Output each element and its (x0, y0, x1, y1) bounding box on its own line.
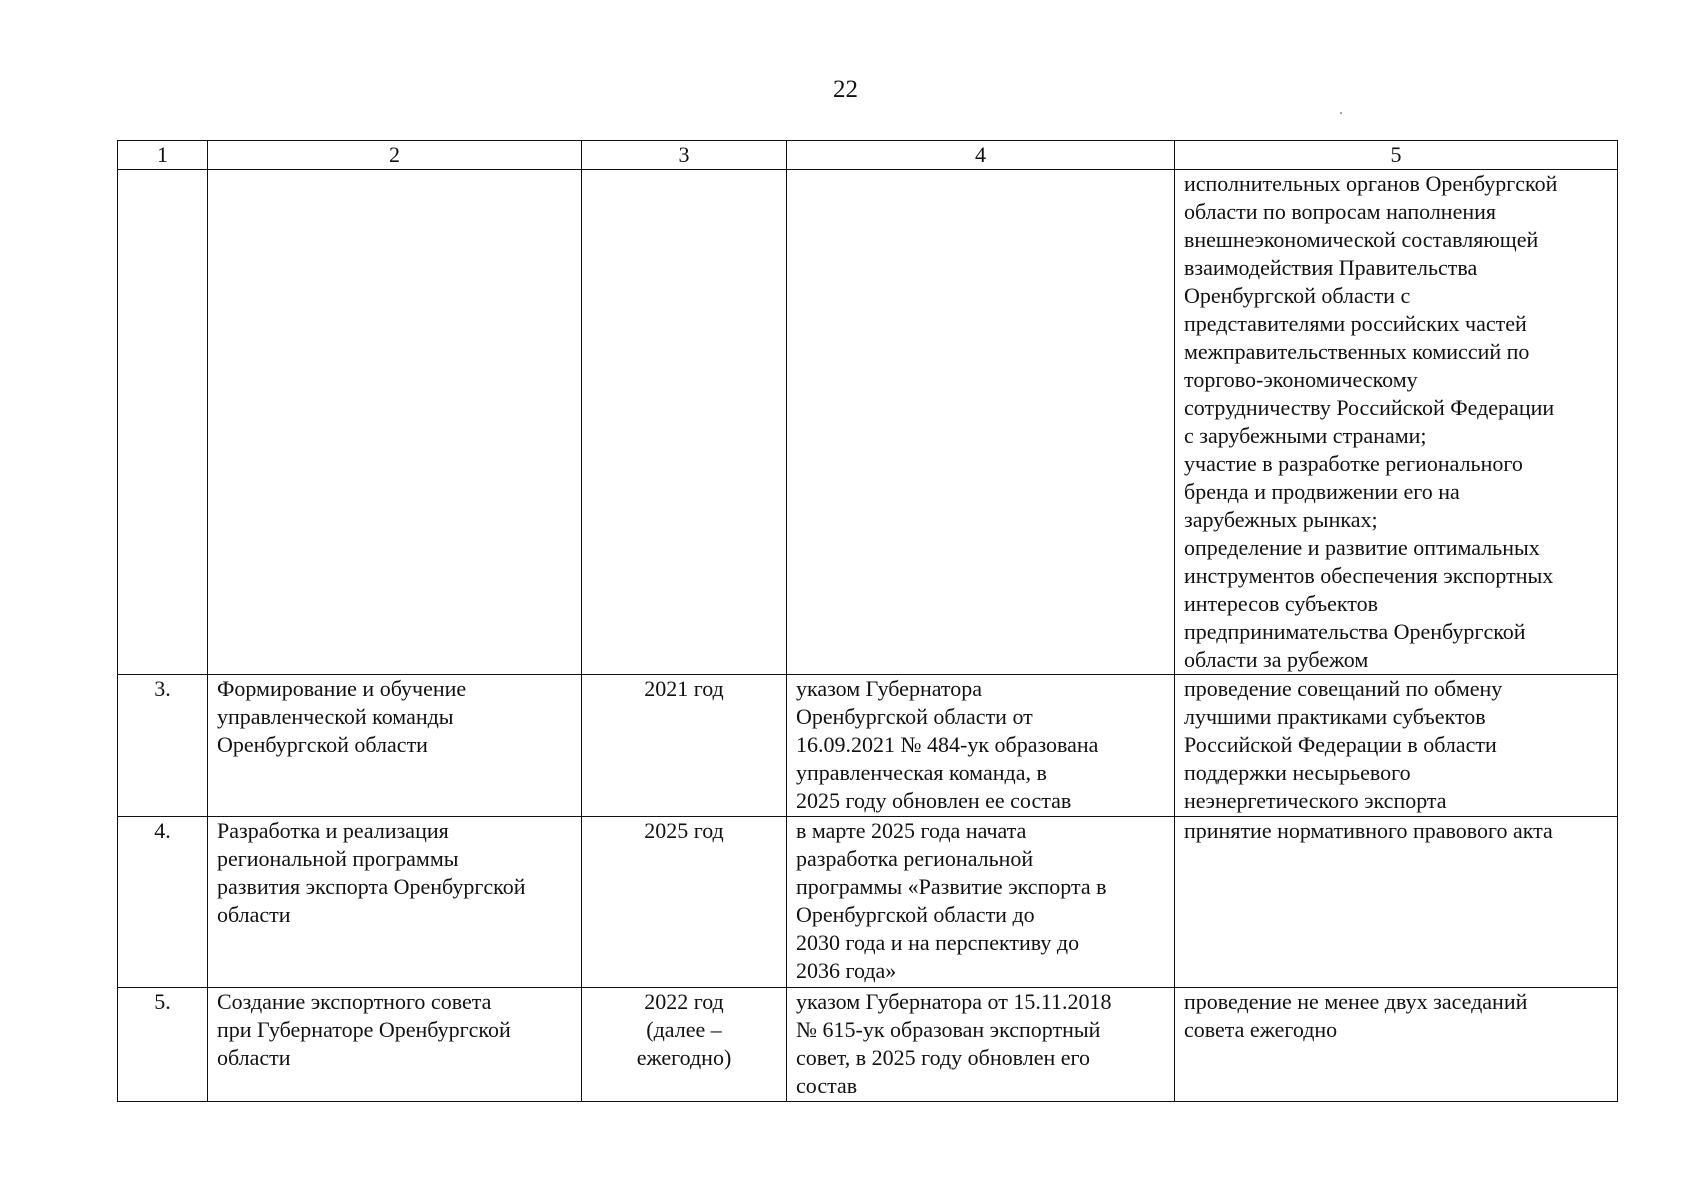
text-line: инструментов обеспечения экспортных (1184, 563, 1554, 588)
text-line: области за рубежом (1184, 647, 1369, 672)
text-line: при Губернаторе Оренбургской (217, 1017, 511, 1042)
text-line: 2021 год (644, 676, 724, 701)
text-line: интересов субъектов (1184, 591, 1378, 616)
text-line: Создание экспортного совета (217, 989, 492, 1014)
cell-activity (208, 988, 582, 1102)
cell-result (1175, 170, 1618, 675)
cell-activity (208, 675, 582, 817)
text-line: определение и развитие оптимальных (1184, 535, 1540, 560)
cell-num: 4. (118, 817, 208, 988)
cell-result (1175, 988, 1618, 1102)
column-header-4: 4 (787, 141, 1175, 170)
text-line: торгово-экономическому (1184, 367, 1418, 392)
text-line: Оренбургской области от (796, 704, 1033, 729)
text-line: представителями российских частей (1184, 311, 1527, 336)
text-line: проведение не менее двух заседаний (1184, 989, 1528, 1014)
text-line: 2036 года» (796, 958, 897, 983)
text-line: Оренбургской области (217, 732, 428, 757)
table-row-continuation (118, 170, 1618, 675)
text-line: 2025 году обновлен ее состав (796, 788, 1072, 813)
text-line: области по вопросам наполнения (1184, 199, 1497, 224)
text-line: исполнительных органов Оренбургской (1184, 171, 1558, 196)
text-line: управленческой команды (217, 704, 454, 729)
cell-result (1175, 675, 1618, 817)
cell-status (787, 170, 1175, 675)
cell-period (582, 988, 787, 1102)
cell-period (582, 675, 787, 817)
text-line: бренда и продвижении его на (1184, 479, 1460, 504)
text-line: 16.09.2021 № 484-ук образована (796, 732, 1099, 757)
text-line: разработка региональной (796, 846, 1034, 871)
cell-num (118, 170, 208, 675)
table-row-5 (118, 988, 1618, 1102)
text-line: области (217, 902, 291, 927)
cell-period (582, 817, 787, 988)
column-header-5: 5 (1175, 141, 1618, 170)
text-line: 2022 год (644, 989, 724, 1014)
text-line: неэнергетического экспорта (1184, 788, 1447, 813)
cell-status (787, 988, 1175, 1102)
column-header-3: 3 (582, 141, 787, 170)
text-line: управленческая команда, в (796, 760, 1047, 785)
text-line: развития экспорта Оренбургской (217, 874, 526, 899)
scan-speck (1340, 112, 1342, 114)
cell-result (1175, 817, 1618, 988)
text-line: предпринимательства Оренбургской (1184, 619, 1526, 644)
text-line: межправительственных комиссий по (1184, 339, 1530, 364)
text-line: Российской Федерации в области (1184, 732, 1497, 757)
cell-num: 3. (118, 675, 208, 817)
text-line: указом Губернатора от 15.11.2018 (796, 989, 1112, 1014)
text-line: программы «Развитие экспорта в (796, 874, 1107, 899)
text-line: принятие нормативного правового акта (1184, 818, 1553, 843)
cell-period (582, 170, 787, 675)
text-line: лучшими практиками субъектов (1184, 704, 1486, 729)
activities-table (117, 140, 1618, 1102)
text-line: зарубежных рынках; (1184, 507, 1378, 532)
text-line: региональной программы (217, 846, 459, 871)
text-line: сотрудничеству Российской Федерации (1184, 395, 1555, 420)
text-line: Формирование и обучение (217, 676, 467, 701)
text-line: участие в разработке регионального (1184, 451, 1523, 476)
text-line: совет, в 2025 году обновлен его (796, 1045, 1090, 1070)
text-line: Оренбургской области до (796, 902, 1035, 927)
column-header-1: 1 (118, 141, 208, 170)
text-line: Оренбургской области с (1184, 283, 1411, 308)
text-line: 2025 год (644, 818, 724, 843)
text-line: совета ежегодно (1184, 1017, 1338, 1042)
text-line: области (217, 1045, 291, 1070)
text-line: указом Губернатора (796, 676, 983, 701)
cell-activity (208, 170, 582, 675)
text-line: состав (796, 1073, 858, 1098)
cell-num: 5. (118, 988, 208, 1102)
cell-activity (208, 817, 582, 988)
text-line: ежегодно) (636, 1045, 732, 1070)
table-row-4 (118, 817, 1618, 988)
text-line: поддержки несырьевого (1184, 760, 1411, 785)
text-line: с зарубежными странами; (1184, 423, 1427, 448)
cell-status (787, 817, 1175, 988)
table-row-3 (118, 675, 1618, 817)
text-line: внешнеэкономической составляющей (1184, 227, 1539, 252)
text-line: (далее – (646, 1017, 722, 1042)
column-header-2: 2 (208, 141, 582, 170)
text-line: взаимодействия Правительства (1184, 255, 1478, 280)
text-line: в марте 2025 года начата (796, 818, 1027, 843)
text-line: 2030 года и на перспективу до (796, 930, 1080, 955)
text-line: проведение совещаний по обмену (1184, 676, 1503, 701)
cell-status (787, 675, 1175, 817)
table-header-row (118, 141, 1618, 170)
page-number: 22 (833, 76, 858, 103)
text-line: № 615-ук образован экспортный (796, 1017, 1101, 1042)
text-line: Разработка и реализация (217, 818, 449, 843)
